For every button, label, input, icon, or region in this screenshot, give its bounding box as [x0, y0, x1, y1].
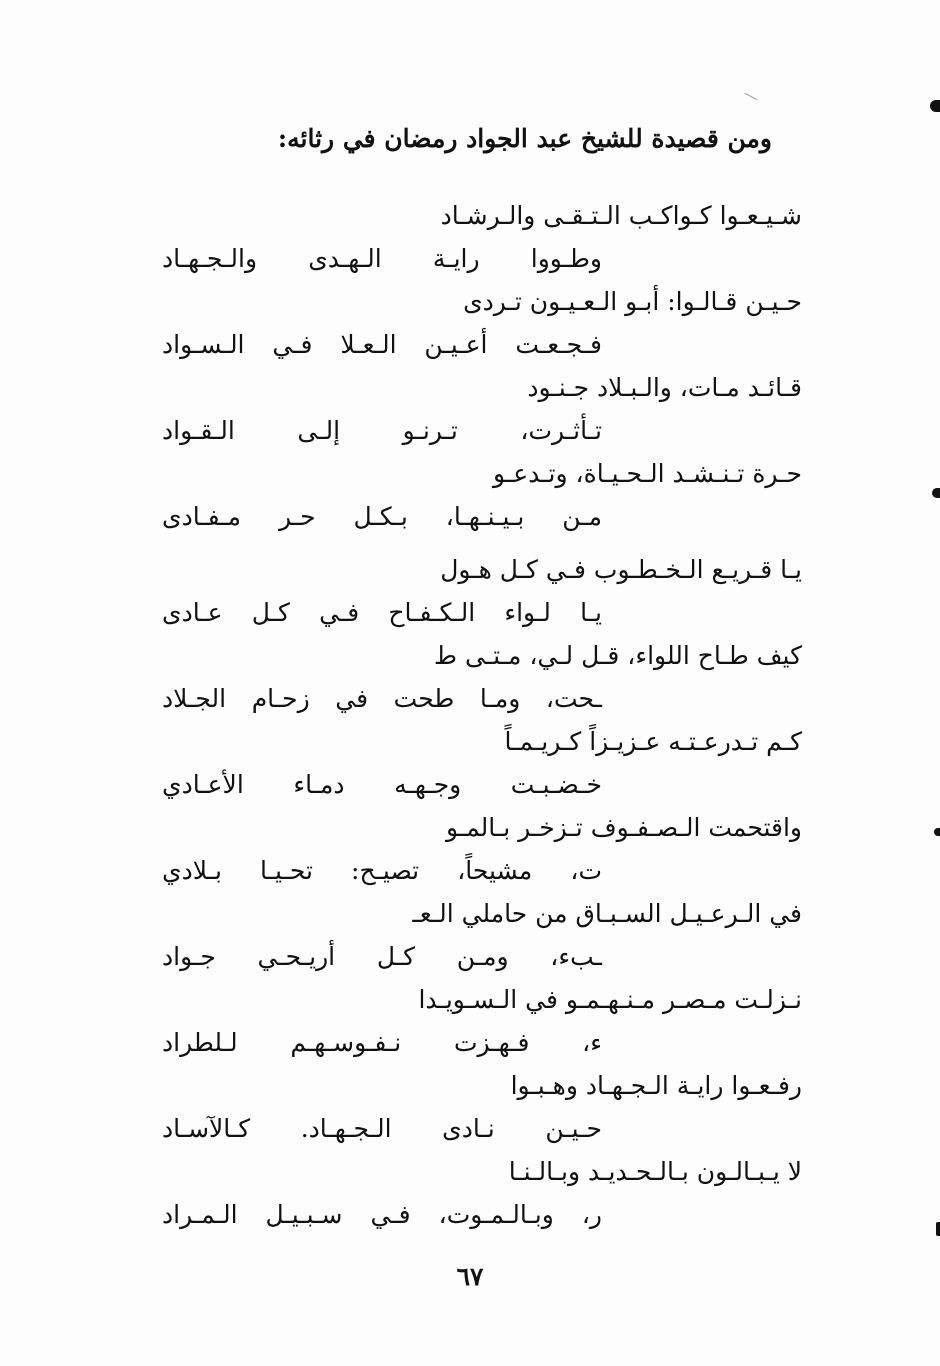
verse-line-3: حـيـن قـالـوا: أبـو الـعـيـون تـردى — [463, 287, 802, 316]
verse-line-8: مـن بـيـنـهـا، بـكـل حـر مـفـادى — [162, 502, 602, 531]
scan-edge-mark — [932, 488, 940, 498]
verse-line-13: كـم تـدرعـتـه عـزيـزاً كـريـمـاً — [504, 727, 802, 756]
verse-line-21: رفـعـوا رايـة الـجـهـاد وهـبـوا — [510, 1071, 802, 1100]
scan-edge-mark — [934, 828, 940, 836]
verse-line-2: وطـووا رايـة الـهـدى والـجـهـاد — [162, 244, 602, 273]
verse-line-20: ء، فـهـزت نـفـوسـهـم لـلطراد — [162, 1028, 602, 1057]
verse-line-5: قـائـد مـات، والـبـلاد جـنـود — [527, 373, 802, 402]
verse-line-19: نـزلـت مـصـر مـنـهـمـو في الـسـويـدا — [418, 985, 802, 1014]
verse-line-15: واقتحمت الـصـفـوف تـزخـر بـالمـو — [445, 813, 802, 842]
page-number: ٦٧ — [456, 1262, 484, 1291]
verse-line-1: شـيـعـوا كـواكـب الـتـقـى والـرشـاد — [440, 201, 802, 230]
verse-line-17: في الـرعـيـل السـبـاق من حاملي الـعـ — [412, 899, 802, 928]
verse-line-6: تـأثـرت، تـرنـو إلـى الـقـواد — [162, 416, 602, 445]
verse-line-12: ـحت، ومـا طحت في زحـام الجـلاد — [162, 684, 602, 713]
scan-speck — [745, 93, 758, 100]
verse-line-18: ـبء، ومـن كـل أريـحـي جـواد — [162, 942, 602, 971]
verse-line-4: فـجـعـت أعـيـن الـعـلا فـي الـسـواد — [162, 330, 602, 359]
scan-edge-mark — [936, 1222, 940, 1236]
verse-line-9: يـا قـريـع الـخـطـوب فـي كـل هـول — [440, 555, 802, 584]
verse-line-23: لا يـبـالـون بـالـحـديـد وبـالـنـا — [508, 1157, 802, 1186]
verse-line-7: حـرة تـنـشـد الـحـيـاة، وتـدعـو — [492, 459, 802, 488]
verse-line-11: كيف طـاح اللواء، قـل لـي، مـتـى ط — [433, 641, 802, 670]
scan-edge-mark — [930, 100, 940, 112]
verse-line-24: ر، وبـالـمـوت، فـي سـبـيـل الـمـراد — [162, 1200, 602, 1229]
verse-line-14: خـضـبـت وجـهـه دمـاء الأعـادي — [162, 770, 602, 799]
poem-heading: ومن قصيدة للشيخ عبد الجواد رمضان في رثائه: — [277, 124, 772, 153]
verse-line-22: حـيـن نـادى الـجـهـاد. كـالآسـاد — [162, 1114, 602, 1143]
verse-line-10: يـا لـواء الـكـفـاح فـي كـل عـادى — [162, 598, 602, 627]
verse-line-16: ت، مشيحاً، تصيـح: تحـيـا بـلادي — [162, 856, 602, 885]
